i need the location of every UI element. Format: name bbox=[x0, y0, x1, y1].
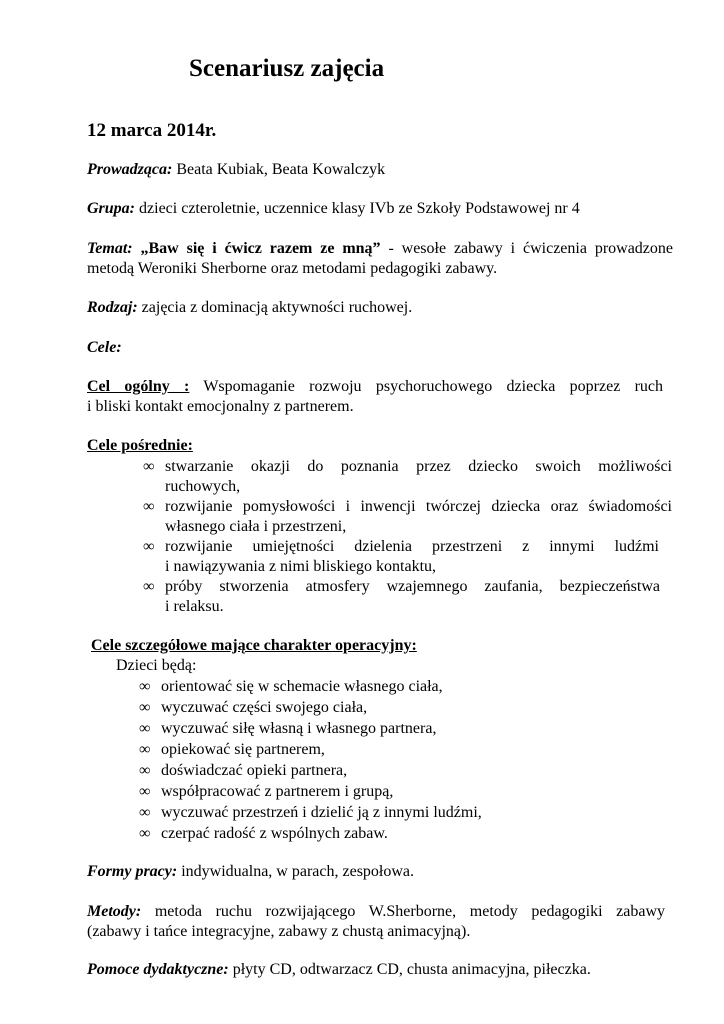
pomoce-value: płyty CD, odtwarzacz CD, chusta animacyjna, piłeczka. bbox=[232, 961, 591, 978]
list-item: ∞ próby stworzenia atmosfery wzajemnego zaufania, bezpieczeństwa bbox=[143, 578, 660, 595]
cele-szczegolowe-heading: Cele szczegółowe mające charakter operacyjny: bbox=[91, 637, 417, 654]
grupa-value: dzieci czteroletnie, uczennice klasy IVb ze Szkoły Podstawowej nr 4 bbox=[139, 200, 580, 217]
temat-title: „Baw się i ćwicz razem ze mną” bbox=[140, 240, 381, 257]
rodzaj-label: Rodzaj: bbox=[87, 299, 138, 316]
cele-posrednie-heading: Cele pośrednie: bbox=[87, 437, 193, 454]
metody-label: Metody: bbox=[87, 903, 142, 920]
prowadzaca-label: Prowadząca: bbox=[87, 161, 173, 178]
list-item: ∞ rozwijanie pomysłowości i inwencji twórczej dziecka oraz świadomości bbox=[143, 498, 672, 515]
list-item: ∞ orientować się w schemacie własnego ciała, bbox=[139, 678, 443, 695]
cel-ogolny-label: Cel ogólny : bbox=[87, 378, 190, 395]
cele-szczegolowe-intro: Dzieci będą: bbox=[116, 657, 197, 674]
infinity-bullet-icon: ∞ bbox=[139, 825, 151, 842]
infinity-bullet-icon: ∞ bbox=[139, 783, 151, 800]
infinity-bullet-icon: ∞ bbox=[139, 699, 151, 716]
pomoce-label: Pomoce dydaktyczne: bbox=[87, 961, 229, 978]
rodzaj-value: zajęcia z dominacją aktywności ruchowej. bbox=[141, 299, 413, 316]
formy-label: Formy pracy: bbox=[87, 863, 178, 880]
cel-ogolny-text: Wspomaganie rozwoju psychoruchowego dziecka poprzez ruch bbox=[203, 378, 663, 395]
infinity-bullet-icon: ∞ bbox=[143, 578, 155, 595]
cele-heading: Cele: bbox=[87, 339, 122, 356]
temat-line-1 bbox=[87, 240, 673, 258]
list-item-continuation: i nawiązywania z nimi bliskiego kontaktu, bbox=[165, 558, 437, 575]
rodzaj-line bbox=[87, 299, 412, 317]
metody-line-1 bbox=[87, 903, 665, 921]
pomoce-line bbox=[87, 961, 591, 979]
list-item-continuation: własnego ciała i przestrzeni, bbox=[165, 518, 347, 535]
document-date: 12 marca 2014r. bbox=[87, 120, 217, 141]
infinity-bullet-icon: ∞ bbox=[139, 804, 151, 821]
temat-label: Temat: bbox=[87, 240, 133, 257]
metody-line-2: (zabawy i tańce integracyjne, zabawy z chustą animacyjną). bbox=[87, 923, 471, 940]
list-item: ∞ czerpać radość z wspólnych zabaw. bbox=[139, 825, 388, 842]
list-item: ∞ rozwijanie umiejętności dzielenia przestrzeni z innymi ludźmi bbox=[143, 538, 659, 555]
temat-line-2: metodą Weroniki Sherborne oraz metodami pedagogiki zabawy. bbox=[87, 260, 498, 277]
infinity-bullet-icon: ∞ bbox=[139, 720, 151, 737]
grupa-line bbox=[87, 200, 580, 218]
infinity-bullet-icon: ∞ bbox=[139, 678, 151, 695]
list-item-continuation: ruchowych, bbox=[165, 478, 241, 495]
list-item: ∞ doświadczać opieki partnera, bbox=[139, 762, 348, 779]
metody-text: metoda ruchu rozwijającego W.Sherborne, metody pedagogiki zabawy bbox=[154, 903, 666, 920]
prowadzaca-value: Beata Kubiak, Beata Kowalczyk bbox=[176, 161, 386, 178]
list-item: ∞ stwarzanie okazji do poznania przez dziecko swoich możliwości bbox=[143, 458, 672, 475]
list-item: ∞ współpracować z partnerem i grupą, bbox=[139, 783, 394, 800]
temat-rest: - wesołe zabawy i ćwiczenia prowadzone bbox=[388, 240, 674, 257]
list-item: ∞ wyczuwać siłę własną i własnego partnera, bbox=[139, 720, 437, 737]
prowadzaca-line bbox=[87, 161, 385, 179]
list-item: ∞ opiekować się partnerem, bbox=[139, 741, 325, 758]
infinity-bullet-icon: ∞ bbox=[143, 498, 155, 515]
formy-line bbox=[87, 863, 414, 881]
document-title: Scenariusz zajęcia bbox=[189, 55, 385, 82]
infinity-bullet-icon: ∞ bbox=[143, 538, 155, 555]
cel-ogolny-line-1 bbox=[87, 378, 663, 396]
list-item-continuation: i relaksu. bbox=[165, 598, 224, 615]
list-item: ∞ wyczuwać części swojego ciała, bbox=[139, 699, 368, 716]
infinity-bullet-icon: ∞ bbox=[139, 762, 151, 779]
infinity-bullet-icon: ∞ bbox=[139, 741, 151, 758]
formy-value: indywidualna, w parach, zespołowa. bbox=[181, 863, 415, 880]
cel-ogolny-line-2: i bliski kontakt emocjonalny z partnerem. bbox=[87, 398, 354, 415]
list-item: ∞ wyczuwać przestrzeń i dzielić ją z innymi ludźmi, bbox=[139, 804, 482, 821]
grupa-label: Grupa: bbox=[87, 200, 136, 217]
infinity-bullet-icon: ∞ bbox=[143, 458, 155, 475]
